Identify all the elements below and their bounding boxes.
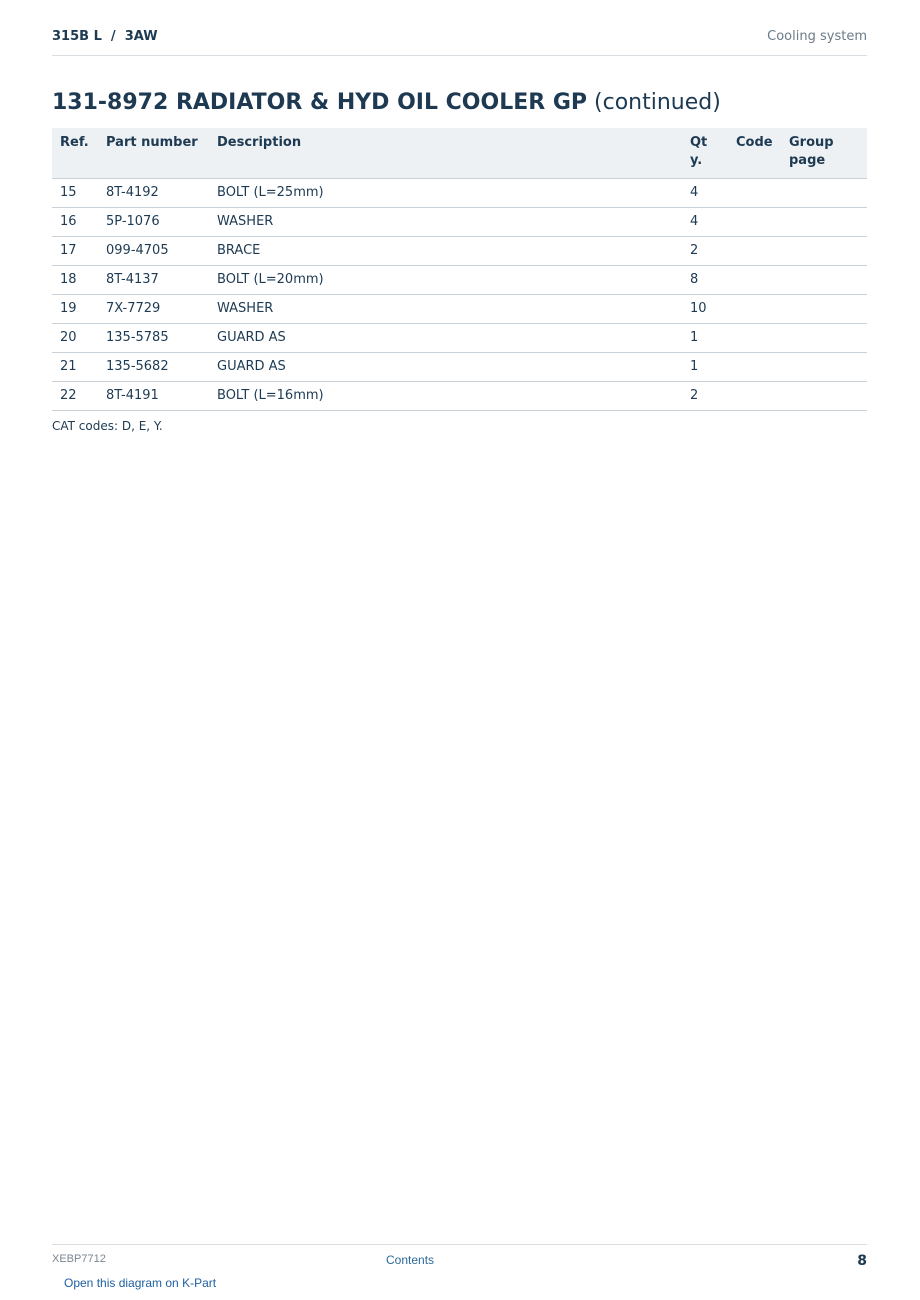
cell-code (728, 382, 781, 411)
cell-group-page (781, 353, 867, 382)
cell-qty: 4 (682, 179, 728, 208)
cell-description: GUARD AS (209, 324, 682, 353)
table-row (52, 295, 867, 324)
cell-part-number: 135-5785 (98, 324, 209, 353)
cell-ref: 18 (52, 266, 98, 295)
table-row (52, 382, 867, 411)
cell-part-number: 5P-1076 (98, 208, 209, 237)
page-footer (52, 1244, 867, 1275)
contents-link[interactable]: Contents (386, 1253, 435, 1267)
cell-description: BOLT (L=25mm) (209, 179, 682, 208)
table-row (52, 324, 867, 353)
cell-qty: 2 (682, 382, 728, 411)
cell-part-number: 8T-4191 (98, 382, 209, 411)
table-row (52, 266, 867, 295)
cell-description: WASHER (209, 295, 682, 324)
cell-part-number: 135-5682 (98, 353, 209, 382)
page-number: 8 (857, 1253, 867, 1269)
title-suffix: (continued) (594, 90, 721, 115)
column-header-code: Code (728, 128, 781, 179)
cell-code (728, 266, 781, 295)
table-header-row (52, 128, 867, 179)
cell-description: BOLT (L=16mm) (209, 382, 682, 411)
cell-code (728, 208, 781, 237)
cell-description: BRACE (209, 237, 682, 266)
cell-code (728, 295, 781, 324)
cell-qty: 1 (682, 324, 728, 353)
cell-group-page (781, 382, 867, 411)
column-header-ref: Ref. (52, 128, 98, 179)
cell-ref: 22 (52, 382, 98, 411)
cell-group-page (781, 324, 867, 353)
open-kpart-link[interactable]: Open this diagram on K-Part (64, 1276, 217, 1290)
cell-code (728, 179, 781, 208)
cell-ref: 19 (52, 295, 98, 324)
document-id: XEBP7712 (52, 1253, 106, 1265)
cell-qty: 1 (682, 353, 728, 382)
model-label: 315B L / 3AW (52, 29, 158, 44)
cell-code (728, 237, 781, 266)
cat-codes-note: CAT codes: D, E, Y. (52, 419, 163, 433)
cell-ref: 15 (52, 179, 98, 208)
table-row (52, 179, 867, 208)
cell-qty: 10 (682, 295, 728, 324)
table-row (52, 208, 867, 237)
table-row (52, 237, 867, 266)
table-row (52, 353, 867, 382)
cell-ref: 21 (52, 353, 98, 382)
cell-qty: 8 (682, 266, 728, 295)
column-header-description: Description (209, 128, 682, 179)
cell-group-page (781, 295, 867, 324)
cell-description: GUARD AS (209, 353, 682, 382)
cell-group-page (781, 237, 867, 266)
page-header (52, 28, 867, 56)
cell-part-number: 099-4705 (98, 237, 209, 266)
cell-description: BOLT (L=20mm) (209, 266, 682, 295)
title-main: 131-8972 RADIATOR & HYD OIL COOLER GP (52, 90, 588, 115)
section-label: Cooling system (767, 29, 867, 44)
cell-part-number: 8T-4192 (98, 179, 209, 208)
cell-ref: 16 (52, 208, 98, 237)
column-header-qty-label: Qty. (690, 135, 708, 168)
cell-qty: 4 (682, 208, 728, 237)
cell-part-number: 7X-7729 (98, 295, 209, 324)
column-header-part-number: Part number (98, 128, 209, 179)
cell-group-page (781, 179, 867, 208)
column-header-group-page: Group page (781, 128, 867, 179)
parts-table (52, 128, 867, 411)
cell-group-page (781, 208, 867, 237)
page-title (52, 88, 721, 118)
cell-qty: 2 (682, 237, 728, 266)
cell-ref: 17 (52, 237, 98, 266)
cell-code (728, 353, 781, 382)
cell-description: WASHER (209, 208, 682, 237)
cell-code (728, 324, 781, 353)
cell-part-number: 8T-4137 (98, 266, 209, 295)
cell-ref: 20 (52, 324, 98, 353)
column-header-qty (682, 128, 728, 179)
cell-group-page (781, 266, 867, 295)
